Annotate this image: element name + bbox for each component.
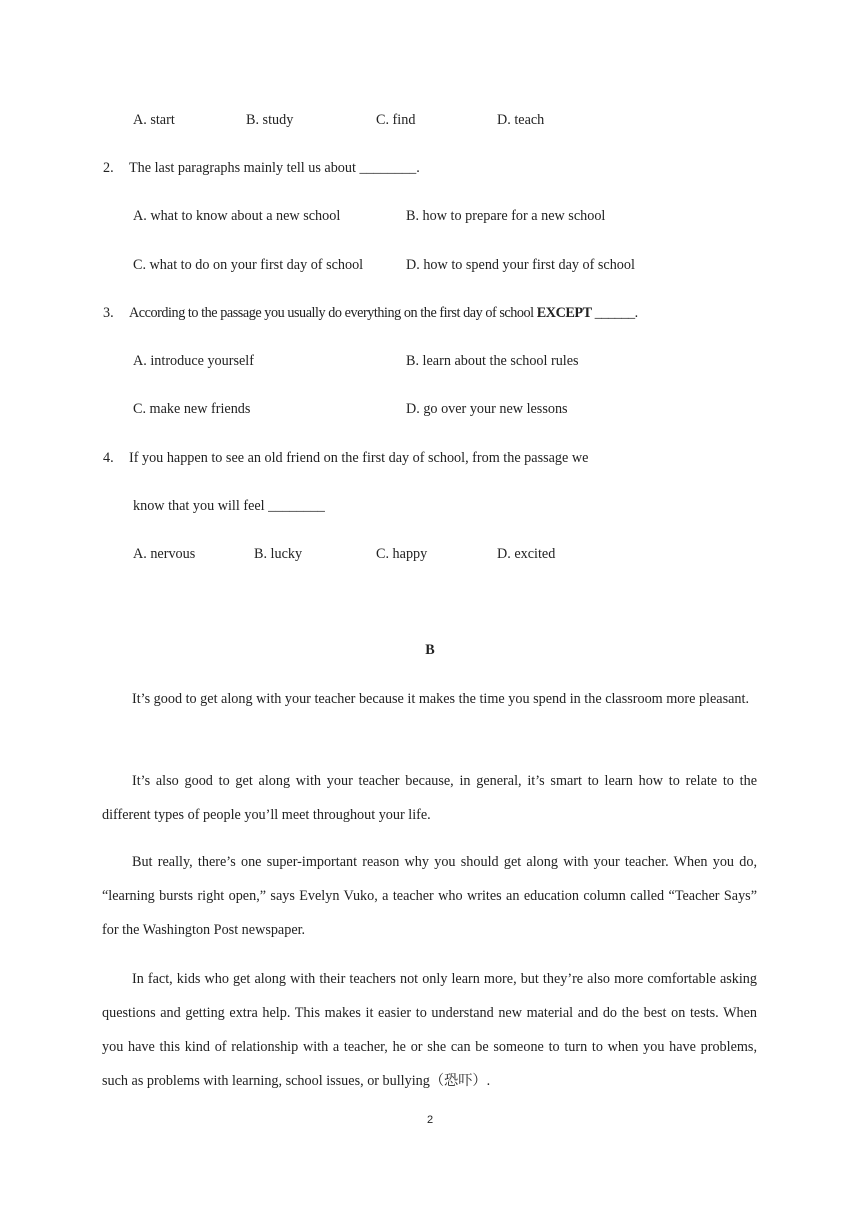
q4-option-b: B. lucky xyxy=(254,546,303,562)
q4-option-a: A. nervous xyxy=(133,546,196,562)
q3-stem-text: According to the passage you usually do everything on the first day of school xyxy=(129,305,537,321)
q2-option-b: B. how to prepare for a new school xyxy=(406,208,606,224)
q3-option-c: C. make new friends xyxy=(133,401,251,417)
q1-option-d: D. teach xyxy=(497,112,545,128)
q4-option-c: C. happy xyxy=(376,546,428,562)
q2-number: 2. xyxy=(103,160,114,176)
passage-paragraph-3: But really, there’s one super-important reason why you should get along with your teacher. When you do, “learning bursts right open,” says Evelyn Vuko, a teacher who writes an education column called “Teacher Says” for the Washington Post newspaper. xyxy=(102,854,757,938)
q2-option-a: A. what to know about a new school xyxy=(133,208,341,224)
q3-option-b: B. learn about the school rules xyxy=(406,353,579,369)
q1-option-b: B. study xyxy=(246,112,294,128)
q2-stem: The last paragraphs mainly tell us about ________. xyxy=(129,160,420,176)
section-b-heading: B xyxy=(425,642,435,658)
q1-option-c: C. find xyxy=(376,112,416,128)
passage-paragraph-1: It’s good to get along with your teacher because it makes the time you spend in the classroom more pleasant. xyxy=(132,691,749,707)
q3-stem xyxy=(129,304,638,322)
passage-paragraph-2: It’s also good to get along with your teacher because, in general, it’s smart to learn how to relate to the different types of people you’ll meet throughout your life. xyxy=(102,773,757,823)
q2-option-d: D. how to spend your first day of school xyxy=(406,257,635,273)
q3-stem-emphasis: EXCEPT xyxy=(536,305,592,321)
page-number: 2 xyxy=(426,1114,434,1126)
q3-option-a: A. introduce yourself xyxy=(133,353,254,369)
q1-option-a: A. start xyxy=(133,112,175,128)
q4-number: 4. xyxy=(103,450,114,466)
q3-option-d: D. go over your new lessons xyxy=(406,401,568,417)
q2-option-c: C. what to do on your first day of school xyxy=(133,257,364,273)
passage-paragraph-4: In fact, kids who get along with their teachers not only learn more, but they’re also more comfortable asking questions and getting extra help. This makes it easier to understand new material and do the best on tests. When you have this kind of relationship with a teacher, he or she can be someone to turn to when you have problems, such as problems with learning, school issues, or bullying（恐吓）. xyxy=(102,971,757,1089)
q4-stem-line-1: If you happen to see an old friend on the first day of school, from the passage we xyxy=(129,450,589,466)
q4-option-d: D. excited xyxy=(497,546,556,562)
q3-number: 3. xyxy=(103,305,114,321)
q3-stem-blank: ______. xyxy=(591,305,638,321)
q4-stem-line-2: know that you will feel ________ xyxy=(133,498,325,514)
